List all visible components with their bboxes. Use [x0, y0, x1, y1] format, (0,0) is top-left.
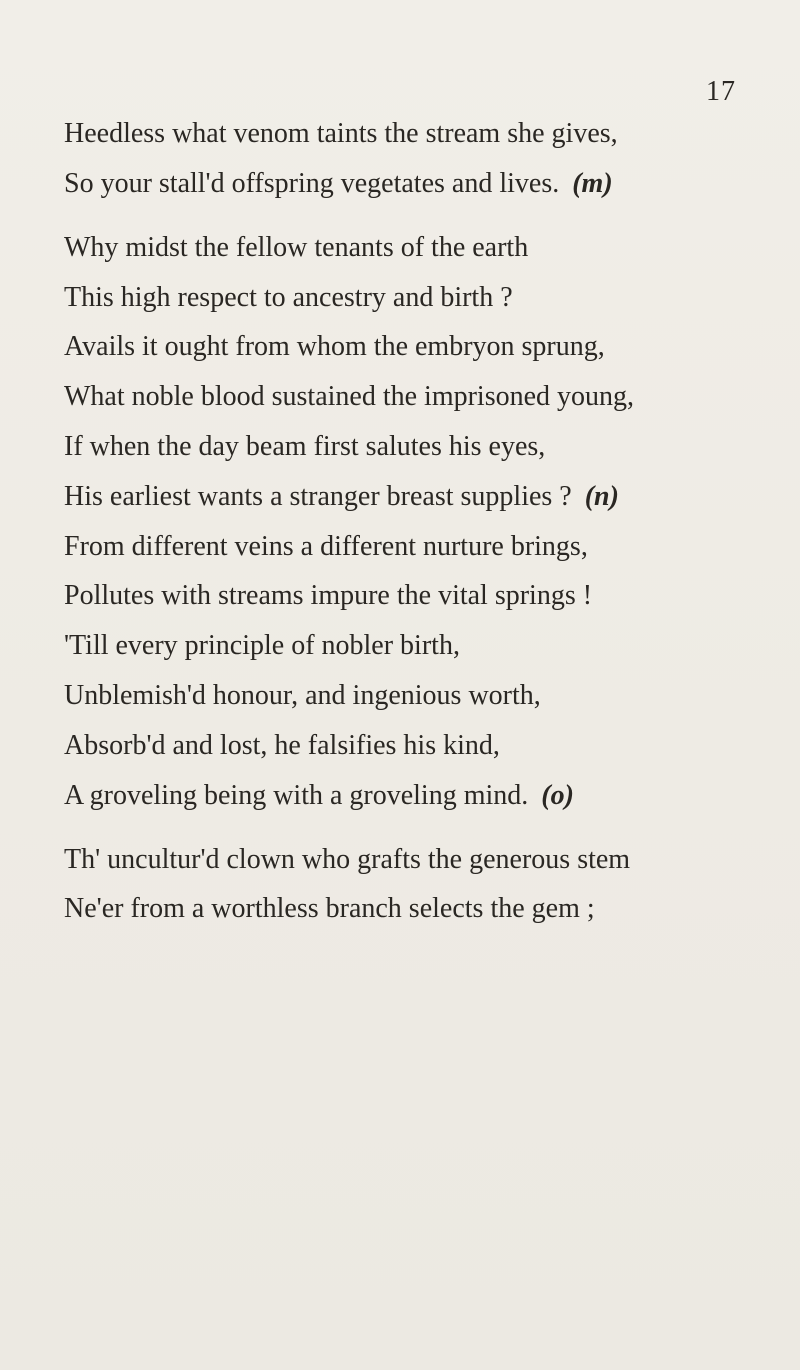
- footnote-marker: (o): [541, 779, 574, 811]
- verse-line-text: Absorb'd and lost, he falsifies his kind,: [64, 729, 500, 761]
- verse-line: [64, 840, 754, 880]
- verse-line: [64, 726, 754, 766]
- stanza: [64, 228, 754, 816]
- verse-line-text: Pollutes with streams impure the vital springs !: [64, 580, 593, 612]
- verse-line-text: Ne'er from a worthless branch selects the gem ;: [64, 893, 595, 925]
- verse-line: [64, 626, 754, 666]
- poem-text: [64, 114, 754, 953]
- verse-line: [64, 889, 754, 929]
- verse-line-text: What noble blood sustained the imprisoned young,: [64, 381, 635, 413]
- verse-line-text: Avails it ought from whom the embryon sprung,: [64, 331, 605, 363]
- verse-line-text: Heedless what venom taints the stream she gives,: [64, 118, 618, 149]
- verse-line-text: His earliest wants a stranger breast supplies ?: [64, 480, 572, 512]
- verse-line-text: Unblemish'd honour, and ingenious worth,: [64, 679, 541, 711]
- verse-line-text: Th' uncultur'd clown who grafts the generous stem: [64, 843, 631, 875]
- verse-line: [64, 114, 754, 154]
- verse-line: [64, 576, 754, 616]
- footnote-marker: (n): [584, 480, 619, 512]
- verse-line: [64, 427, 754, 467]
- footnote-marker: (m): [572, 167, 613, 199]
- verse-line: [64, 164, 754, 204]
- verse-line-text: This high respect to ancestry and birth ?: [64, 281, 513, 313]
- verse-line: [64, 278, 754, 318]
- verse-line: [64, 327, 754, 367]
- stanza: [64, 840, 754, 930]
- verse-line: [64, 477, 754, 517]
- verse-line-text: Why midst the fellow tenants of the earth: [64, 231, 529, 263]
- verse-line-text: If when the day beam first salutes his eyes,: [64, 430, 546, 462]
- stanza: [64, 114, 754, 204]
- verse-line-text: From different veins a different nurture brings,: [64, 530, 588, 562]
- verse-line: [64, 676, 754, 716]
- verse-line-text: 'Till every principle of nobler birth,: [64, 630, 460, 662]
- verse-line-text: So your stall'd offspring vegetates and lives.: [64, 167, 560, 199]
- verse-line: [64, 228, 754, 268]
- page-number: 17: [706, 76, 736, 107]
- verse-line-text: A groveling being with a groveling mind.: [64, 779, 529, 811]
- verse-line: [64, 776, 754, 816]
- verse-line: [64, 527, 754, 567]
- verse-line: [64, 377, 754, 417]
